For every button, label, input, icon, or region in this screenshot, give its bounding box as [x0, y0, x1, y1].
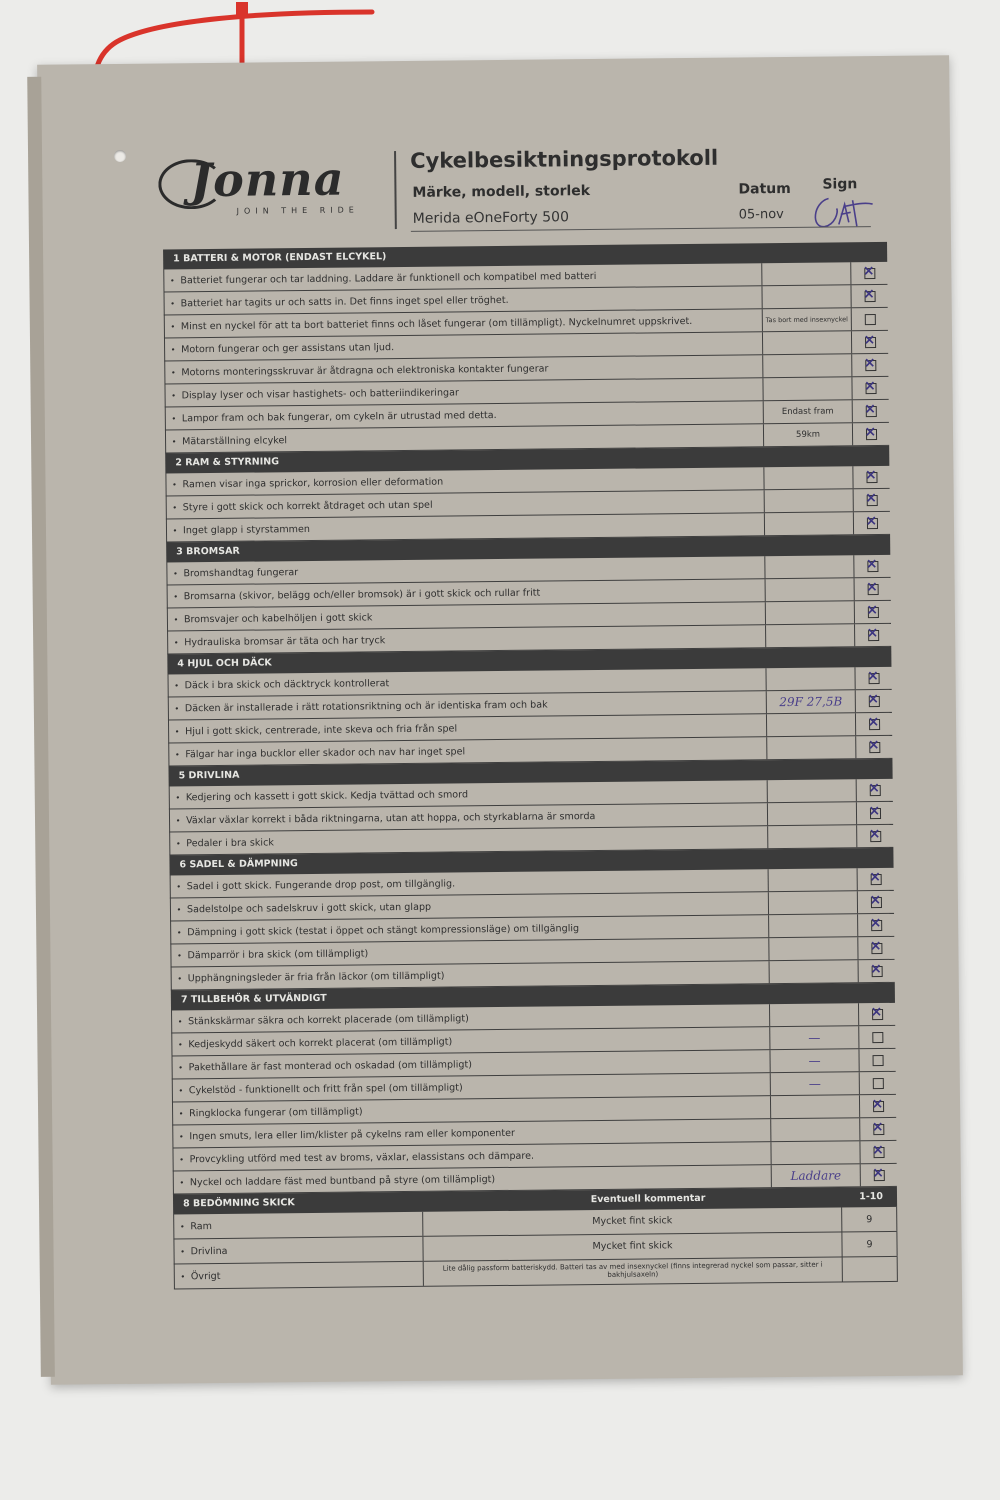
bullet-icon: • — [169, 275, 175, 285]
checkbox-cell — [857, 807, 893, 818]
checkbox-cell — [860, 1100, 896, 1111]
checklist-note[interactable] — [765, 578, 855, 601]
checkbox[interactable] — [869, 742, 880, 753]
checkbox-cell — [855, 629, 891, 640]
checkbox[interactable] — [872, 1009, 883, 1020]
rating-category: Övrigt — [191, 1262, 424, 1288]
checkbox-cell — [858, 896, 894, 907]
bullet-icon: • — [178, 1085, 184, 1095]
checklist-item-text: Stänkskärmar säkra och korrekt placerade (om tillämpligt) — [188, 1012, 469, 1027]
bullet-icon: • — [179, 1154, 184, 1164]
checkbox[interactable] — [864, 268, 875, 279]
rating-score[interactable]: 9 — [842, 1232, 897, 1257]
section-title: 3 BROMSAR — [176, 545, 240, 558]
checklist-item-text: Växlar växlar korrekt i båda riktningarna, utan att hoppa, och styrkablarna är smorda — [185, 810, 596, 826]
checkbox-cell — [858, 942, 894, 953]
checkbox-cell — [861, 1169, 897, 1180]
sign-label: Sign — [822, 176, 858, 193]
checklist-note[interactable]: 29F 27,5B — [766, 690, 856, 713]
checklist-item-text: Display lyser och visar hastighets- och batteriindikeringar — [181, 386, 459, 401]
date-value: 05-nov — [738, 207, 784, 223]
checklist-item-text: Fälgar har inga bucklor eller skador och nav har inget spel — [185, 745, 466, 760]
inspection-form-sheet — [37, 55, 963, 1384]
checklist-item-text: Inget glapp i styrstammen — [182, 523, 311, 536]
checkbox[interactable] — [872, 1078, 883, 1089]
checkbox[interactable] — [865, 406, 876, 417]
checkbox[interactable] — [865, 429, 876, 440]
punch-hole — [114, 150, 126, 162]
logo-tagline: JOIN THE RIDE — [236, 205, 359, 216]
bullet-icon: • — [176, 904, 182, 914]
checklist-item-text: Pakethållare är fast monterad och oskadad (om tillämpligt) — [188, 1058, 473, 1073]
checklist-note[interactable]: Endast fram — [763, 400, 853, 423]
bullet-icon: • — [171, 413, 177, 423]
rating-category: Drivlina — [190, 1237, 423, 1263]
checkbox[interactable] — [871, 943, 882, 954]
section-title: 6 SADEL & DÄMPNING — [179, 858, 298, 871]
bullet-icon: • — [176, 881, 182, 891]
bullet-icon: • — [172, 502, 178, 512]
checklist-item-text: Nyckel och laddare fäst med buntband på styre (om tillämpligt) — [189, 1173, 496, 1188]
bullet-icon: • — [175, 838, 181, 848]
score-column-header: 1-10 — [859, 1191, 884, 1203]
checklist-note[interactable]: — — [770, 1072, 860, 1095]
bullet-icon: • — [171, 436, 177, 446]
checkbox-cell — [859, 1031, 895, 1042]
rating-comment[interactable]: Lite dålig passform batteriskydd. Batteri tas av med insexnyckel (finns integrerad nyckel som passar, sitter i bakhjulsaxeln) — [424, 1257, 843, 1285]
checkbox[interactable] — [873, 1147, 884, 1158]
checkbox[interactable] — [873, 1101, 884, 1112]
bullet-icon: • — [178, 1131, 184, 1141]
checkbox[interactable] — [872, 1055, 883, 1066]
checklist-note[interactable] — [768, 914, 858, 937]
checkbox-cell — [852, 290, 888, 301]
checkbox[interactable] — [873, 1124, 884, 1135]
checkbox-cell — [852, 336, 888, 347]
checkbox[interactable] — [869, 719, 880, 730]
checkbox[interactable] — [868, 696, 879, 707]
checklist-note[interactable] — [768, 937, 858, 960]
checkbox[interactable] — [868, 630, 879, 641]
bullet-icon: • — [173, 568, 178, 578]
checkbox[interactable] — [866, 518, 877, 529]
checklist-item-text: Ramen visar inga sprickor, korrosion eller deformation — [182, 476, 444, 490]
checklist-item-text: Upphängningsleder är fria från läckor (om tillämpligt) — [187, 970, 445, 984]
logo-wordmark: Jonna — [190, 151, 345, 208]
bullet-icon: • — [179, 1221, 185, 1231]
checkbox-cell — [853, 405, 889, 416]
checklist-note[interactable] — [761, 285, 851, 308]
checkbox[interactable] — [869, 785, 880, 796]
checklist-item-text: Motorns monteringsskruvar är åtdragna och elektroniska kontakter fungerar — [181, 362, 549, 378]
bullet-icon: • — [180, 1246, 185, 1256]
checklist-note[interactable] — [769, 1003, 859, 1026]
bullet-icon: • — [173, 637, 179, 647]
checklist-item-text: Dämpning i gott skick (testat i öppet och stängt kompressionsläge) om tillgänglig — [187, 922, 580, 938]
checklist-note[interactable]: Tas bort med insexnyckel — [762, 308, 852, 331]
checklist-note[interactable] — [769, 960, 859, 983]
checklist-note[interactable] — [768, 868, 858, 891]
section-title: 4 HJUL OCH DÄCK — [177, 657, 272, 670]
checkbox[interactable] — [865, 337, 876, 348]
handwritten-signature — [804, 190, 874, 235]
checklist-item-text: Hydrauliska bromsar är täta och har tryck — [184, 634, 386, 648]
jonna-logo — [156, 143, 377, 225]
checklist-item-text: Hjul i gott skick, centrerade, inte skeva och fria från spel — [185, 722, 458, 737]
rating-score[interactable]: 9 — [842, 1207, 897, 1232]
document-title: Cykelbesiktningsprotokoll — [410, 145, 719, 173]
checklist-note[interactable]: — — [769, 1026, 859, 1049]
checklist-table — [163, 242, 898, 1290]
checklist-note[interactable] — [766, 736, 856, 759]
bullet-icon: • — [174, 680, 180, 690]
rating-comment[interactable]: Mycket fint skick — [423, 1207, 842, 1235]
checklist-item-text: Batteriet har tagits ur och satts in. Det finns inget spel eller tröghet. — [180, 294, 509, 309]
model-value: Merida eOneForty 500 — [412, 209, 570, 227]
section-title: 1 BATTERI & MOTOR (ENDAST ELCYKEL) — [173, 251, 387, 265]
rating-category: Ram — [190, 1212, 423, 1238]
bullet-icon: • — [172, 525, 178, 535]
checkbox[interactable] — [872, 1032, 883, 1043]
checkbox-cell — [859, 1008, 895, 1019]
checklist-note[interactable] — [766, 713, 856, 736]
checklist-note[interactable] — [762, 377, 852, 400]
checkbox-cell — [852, 382, 888, 393]
checklist-item-text: Bromsvajer och kabelhöljen i gott skick — [183, 611, 373, 625]
checklist-note[interactable]: — — [769, 1049, 859, 1072]
bullet-icon: • — [175, 792, 181, 802]
checklist-note[interactable] — [767, 802, 857, 825]
checkbox-cell — [858, 873, 894, 884]
checkbox-cell — [856, 718, 892, 729]
checkbox[interactable] — [868, 673, 879, 684]
checkbox-cell — [856, 695, 892, 706]
checklist-item-text: Pedaler i bra skick — [186, 836, 274, 849]
date-label: Datum — [738, 180, 791, 198]
bullet-icon: • — [175, 815, 181, 825]
checkbox[interactable] — [869, 808, 880, 819]
checklist-note[interactable] — [764, 512, 854, 535]
checkbox-cell — [860, 1054, 896, 1065]
checkbox[interactable] — [867, 584, 878, 595]
checklist-note[interactable] — [767, 779, 857, 802]
checkbox[interactable] — [865, 383, 876, 394]
checklist-note[interactable] — [761, 262, 851, 285]
checklist-note[interactable] — [765, 601, 855, 624]
bullet-icon: • — [170, 321, 176, 331]
checklist-item-text: Kedjeskydd säkert och korrekt placerat (om tillämpligt) — [188, 1036, 453, 1050]
header-divider — [394, 151, 397, 229]
bullet-icon: • — [176, 927, 182, 937]
checkbox[interactable] — [867, 607, 878, 618]
bullet-icon: • — [173, 614, 179, 624]
checklist-item-text: Lampor fram och bak fungerar, om cykeln är utrustad med detta. — [181, 409, 497, 424]
bullet-icon: • — [177, 1039, 183, 1049]
checkbox-cell — [860, 1077, 896, 1088]
checkbox-cell — [853, 471, 889, 482]
checklist-item-text: Styre i gott skick och korrekt åtdraget och utan spel — [182, 499, 433, 513]
bullet-icon: • — [172, 479, 177, 489]
checkbox[interactable] — [867, 561, 878, 572]
checkbox[interactable] — [870, 897, 881, 908]
checkbox[interactable] — [871, 966, 882, 977]
checkbox[interactable] — [871, 920, 882, 931]
bullet-icon: • — [174, 726, 180, 736]
checklist-item-text: Cykelstöd - funktionellt och fritt från spel (om tillämpligt) — [188, 1081, 463, 1096]
checklist-item-text: Motorn fungerar och ger assistans utan ljud. — [181, 341, 395, 355]
checkbox-cell — [852, 313, 888, 324]
checklist-item-text: Däck i bra skick och däcktryck kontrollerat — [184, 677, 390, 691]
checklist-note[interactable] — [764, 555, 854, 578]
model-label: Märke, modell, storlek — [412, 183, 591, 201]
section-title: 7 TILLBEHÖR & UTVÄNDIGT — [180, 992, 327, 1006]
checklist-item-text: Minst en nyckel för att ta bort batteriet finns och låset fungerar (om tillämpligt). Nyckelnumret uppskrivet. — [180, 315, 693, 332]
checkbox-cell — [854, 560, 890, 571]
checklist-note[interactable] — [764, 489, 854, 512]
bullet-icon: • — [174, 749, 180, 759]
bullet-icon: • — [180, 1271, 186, 1281]
checklist-item-text: Dämparrör i bra skick (om tillämpligt) — [187, 947, 369, 961]
checkbox[interactable] — [866, 472, 877, 483]
bullet-icon: • — [170, 298, 176, 308]
rating-title: 8 BEDÖMNING SKICK — [182, 1197, 295, 1210]
bullet-icon: • — [170, 367, 176, 377]
bullet-icon: • — [171, 390, 176, 400]
bullet-icon: • — [173, 591, 179, 601]
checklist-note[interactable] — [762, 331, 852, 354]
checklist-item-text: Kedjering och kassett i gott skick. Kedja tvättad och smord — [185, 788, 469, 803]
checklist-item-text: Ingen smuts, lera eller lim/klister på cykelns ram eller komponenter — [189, 1127, 516, 1142]
checkbox[interactable] — [864, 314, 875, 325]
checklist-note[interactable] — [768, 891, 858, 914]
checklist-item-text: Bromsarna (skivor, belägg och/eller bromsok) är i gott skick och rullar fritt — [183, 587, 541, 602]
checkbox-cell — [851, 267, 887, 278]
checklist-item-text: Ringklocka fungerar (om tillämpligt) — [189, 1105, 363, 1119]
checkbox-cell — [856, 672, 892, 683]
bullet-icon: • — [178, 1062, 184, 1072]
rating-score[interactable] — [843, 1257, 898, 1282]
checkbox[interactable] — [866, 495, 877, 506]
checklist-note[interactable] — [765, 667, 855, 690]
checklist-item-text: Provcykling utförd med test av broms, växlar, elassistans och dämpare. — [189, 1150, 535, 1165]
checkbox-cell — [855, 606, 891, 617]
checklist-note[interactable]: 59km — [763, 423, 853, 446]
checklist-note[interactable] — [767, 825, 857, 848]
checklist-note[interactable]: Laddare — [771, 1164, 861, 1187]
checkbox-cell — [856, 741, 892, 752]
checkbox[interactable] — [873, 1170, 884, 1181]
checkbox-cell — [859, 965, 895, 976]
checkbox-cell — [858, 919, 894, 930]
checklist-item-text: Däcken är installerade i rätt rotationsriktning och är identiska fram och bak — [184, 699, 548, 714]
checkbox-cell — [857, 830, 893, 841]
checkbox-cell — [854, 494, 890, 505]
checkbox[interactable] — [864, 291, 875, 302]
bullet-icon: • — [177, 1016, 183, 1026]
checkbox-cell — [860, 1146, 896, 1157]
checklist-note[interactable] — [770, 1141, 860, 1164]
section-title: 5 DRIVLINA — [178, 769, 240, 782]
checklist-note[interactable] — [770, 1118, 860, 1141]
checkbox-cell — [860, 1123, 896, 1134]
checklist-note[interactable] — [765, 624, 855, 647]
checkbox[interactable] — [870, 874, 881, 885]
bullet-icon: • — [177, 950, 182, 960]
checklist-note[interactable] — [762, 354, 852, 377]
checklist-item-text: Batteriet fungerar och tar laddning. Laddare är funktionell och kompatibel med batteri — [180, 270, 597, 286]
checklist-note[interactable] — [770, 1095, 860, 1118]
rating-comment[interactable]: Mycket fint skick — [423, 1232, 842, 1260]
bullet-icon: • — [179, 1177, 185, 1187]
bullet-icon: • — [178, 1108, 184, 1118]
bullet-icon: • — [170, 344, 176, 354]
checkbox-cell — [855, 583, 891, 594]
checkbox-cell — [854, 517, 890, 528]
bullet-icon: • — [174, 703, 180, 713]
comment-column-header: Eventuell kommentar — [590, 1192, 706, 1206]
checkbox-cell — [853, 428, 889, 439]
section-title: 2 RAM & STYRNING — [175, 456, 280, 469]
checkbox[interactable] — [865, 360, 876, 371]
checkbox-cell — [857, 784, 893, 795]
header-underline — [411, 226, 871, 232]
bullet-icon: • — [177, 973, 183, 983]
checklist-item-text: Sadel i gott skick. Fungerande drop post, om tillgänglig. — [186, 877, 456, 892]
checklist-item-text: Sadelstolpe och sadelskruv i gott skick, utan glapp — [186, 901, 432, 915]
checklist-item-text: Bromshandtag fungerar — [183, 566, 299, 579]
checklist-note[interactable] — [763, 466, 853, 489]
checkbox-cell — [852, 359, 888, 370]
checkbox[interactable] — [870, 831, 881, 842]
checklist-item-text: Mätarställning elcykel — [182, 434, 288, 447]
